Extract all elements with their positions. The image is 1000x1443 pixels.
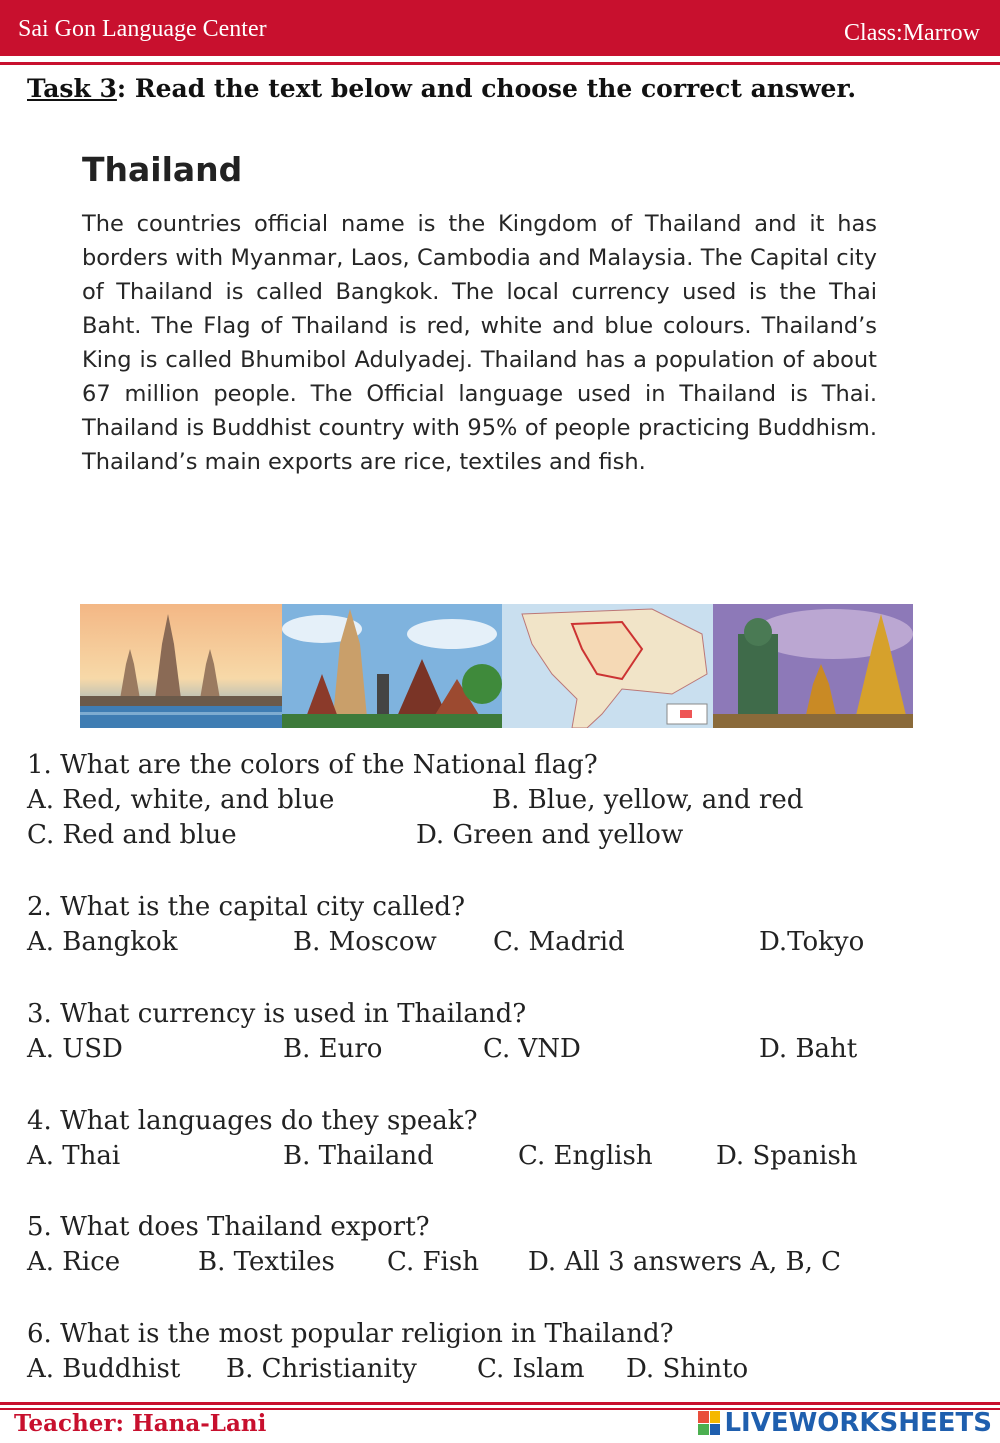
task-instruction: : Read the text below and choose the correct answer. <box>116 74 857 103</box>
question-1-prompt: 1. What are the colors of the National flag? <box>27 750 598 780</box>
question-6-option-b[interactable]: B. Christianity <box>226 1354 417 1384</box>
header-divider <box>0 62 1000 65</box>
footer-divider <box>0 1402 1000 1405</box>
question-5-option-c[interactable]: C. Fish <box>387 1247 479 1277</box>
question-2-option-c[interactable]: C. Madrid <box>493 927 625 957</box>
question-6-option-d[interactable]: D. Shinto <box>626 1354 749 1384</box>
question-1-option-d[interactable]: D. Green and yellow <box>416 820 684 850</box>
temple-photo <box>80 604 282 728</box>
question-4-prompt: 4. What languages do they speak? <box>27 1106 478 1136</box>
reading-title: Thailand <box>82 150 243 189</box>
question-5-option-a[interactable]: A. Rice <box>27 1247 121 1277</box>
photo-strip <box>80 604 913 728</box>
question-4-option-a[interactable]: A. Thai <box>27 1141 121 1171</box>
map-photo <box>502 604 713 728</box>
question-2-prompt: 2. What is the capital city called? <box>27 892 466 922</box>
question-4-option-b[interactable]: B. Thailand <box>283 1141 434 1171</box>
liveworksheets-icon <box>698 1411 720 1435</box>
question-6-prompt: 6. What is the most popular religion in Thailand? <box>27 1319 674 1349</box>
question-2-option-a[interactable]: A. Bangkok <box>27 927 178 957</box>
question-3-option-b[interactable]: B. Euro <box>283 1034 383 1064</box>
question-2-option-b[interactable]: B. Moscow <box>293 927 437 957</box>
brand-name: LIVEWORKSHEETS <box>724 1408 992 1438</box>
question-1-option-a[interactable]: A. Red, white, and blue <box>27 785 335 815</box>
task-heading <box>27 74 856 103</box>
question-3-option-d[interactable]: D. Baht <box>759 1034 858 1064</box>
question-2-option-d[interactable]: D.Tokyo <box>759 927 865 957</box>
question-5-prompt: 5. What does Thailand export? <box>27 1212 430 1242</box>
question-1-option-b[interactable]: B. Blue, yellow, and red <box>492 785 804 815</box>
pagoda-photo <box>282 604 502 728</box>
liveworksheets-logo[interactable] <box>698 1408 992 1438</box>
question-5-option-d[interactable]: D. All 3 answers A, B, C <box>528 1247 842 1277</box>
question-4-option-d[interactable]: D. Spanish <box>716 1141 858 1171</box>
center-name: Sai Gon Language Center <box>18 16 267 42</box>
question-3-prompt: 3. What currency is used in Thailand? <box>27 999 527 1029</box>
question-5-option-b[interactable]: B. Textiles <box>198 1247 335 1277</box>
question-3-option-a[interactable]: A. USD <box>27 1034 123 1064</box>
question-6-option-a[interactable]: A. Buddhist <box>27 1354 181 1384</box>
class-label: Class:Marrow <box>844 20 980 46</box>
task-label: Task 3 <box>27 74 117 103</box>
question-3-option-c[interactable]: C. VND <box>483 1034 581 1064</box>
question-4-option-c[interactable]: C. English <box>518 1141 653 1171</box>
question-1-option-c[interactable]: C. Red and blue <box>27 820 237 850</box>
teacher-name: Teacher: Hana-Lani <box>14 1410 267 1437</box>
question-6-option-c[interactable]: C. Islam <box>477 1354 585 1384</box>
reading-text: The countries official name is the Kingdom of Thailand and it has borders with Myanmar, Laos, Cambodia and Malaysia. The Capital city of Thailand is called Bangkok. The local currency used is the Thai Baht. The Flag of Thailand is red, white and blue colours. Thailand’s King is called Bhumibol Adulyadej. Thailand has a population of about 67 million people. The Official language used in Thailand is Thai. Thailand is Buddhist country with 95% of people practicing Buddhism. Thailand’s main exports are rice, textiles and fish. <box>82 211 877 475</box>
guardian-photo <box>713 604 913 728</box>
